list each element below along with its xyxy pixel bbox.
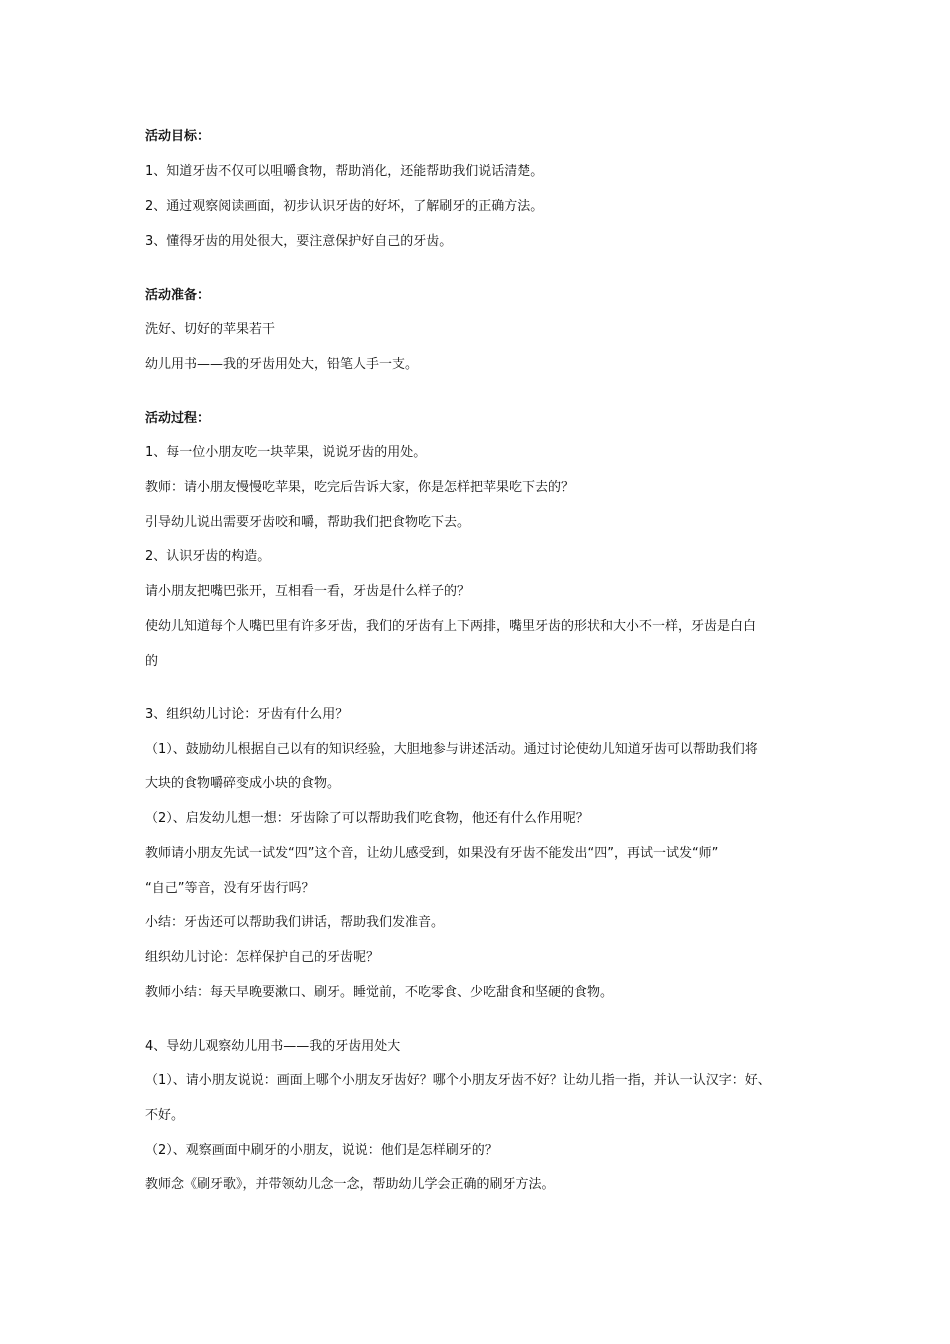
step1-text-1: 教师：请小朋友慢慢吃苹果，吃完后告诉大家，你是怎样把苹果吃下去的？ (145, 480, 575, 495)
step4-text-3: （2）、观察画面中刷牙的小朋友，说说：他们是怎样刷牙的？ (145, 1143, 498, 1158)
preparation-heading: 活动准备： (145, 288, 211, 303)
goals-heading: 活动目标： (145, 129, 211, 144)
preparation-item-2: 幼儿用书——我的牙齿用处大，铅笔人手一支。 (145, 357, 419, 372)
goal-item-1: 1、知道牙齿不仅可以咀嚼食物，帮助消化，还能帮助我们说话清楚。 (145, 164, 544, 179)
step2-text-2: 使幼儿知道每个人嘴巴里有许多牙齿，我们的牙齿有上下两排，嘴里牙齿的形状和大小不一样，牙齿是白白 (145, 619, 757, 634)
step3-text-2: 大块的食物嚼碎变成小块的食物。 (145, 776, 341, 791)
goal-item-3: 3、懂得牙齿的用处很大，要注意保护好自己的牙齿。 (145, 234, 453, 249)
step1-text-2: 引导幼儿说出需要牙齿咬和嚼，帮助我们把食物吃下去。 (145, 515, 471, 530)
step3-text-3: （2）、启发幼儿想一想：牙齿除了可以帮助我们吃食物，他还有什么作用呢？ (145, 811, 589, 826)
step3-text-6: 小结：牙齿还可以帮助我们讲话，帮助我们发准音。 (145, 915, 445, 930)
step3-text-5: “自己”等音，没有牙齿行吗？ (145, 881, 315, 896)
step2-text-3: 的 (145, 654, 159, 669)
step3-text-1: （1）、鼓励幼儿根据自己以有的知识经验，大胆地参与讲述活动。通过讨论使幼儿知道牙齿可以帮助我们将 (145, 742, 758, 757)
step2-text-1: 请小朋友把嘴巴张开，互相看一看，牙齿是什么样子的？ (145, 584, 471, 599)
step1-title: 1、每一位小朋友吃一块苹果，说说牙齿的用处。 (145, 445, 427, 460)
step4-text-1: （1）、请小朋友说说：画面上哪个小朋友牙齿好？哪个小朋友牙齿不好？让幼儿指一指，并认一认汉字：好、 (145, 1073, 771, 1088)
process-heading: 活动过程： (145, 411, 211, 426)
step3-text-8: 教师小结：每天早晚要漱口、刷牙。睡觉前，不吃零食、少吃甜食和坚硬的食物。 (145, 985, 614, 1000)
goal-item-2: 2、通过观察阅读画面，初步认识牙齿的好坏，了解刷牙的正确方法。 (145, 199, 544, 214)
preparation-item-1: 洗好、切好的苹果若干 (145, 322, 276, 337)
step4-text-2: 不好。 (145, 1108, 185, 1123)
step3-text-7: 组织幼儿讨论：怎样保护自己的牙齿呢？ (145, 950, 380, 965)
step4-text-4: 教师念《刷牙歌》，并带领幼儿念一念，帮助幼儿学会正确的刷牙方法。 (145, 1177, 555, 1192)
step4-title: 4、导幼儿观察幼儿用书——我的牙齿用处大 (145, 1039, 401, 1054)
step2-title: 2、认识牙齿的构造。 (145, 549, 271, 564)
step3-title: 3、组织幼儿讨论：牙齿有什么用？ (145, 707, 349, 722)
step3-text-4: 教师请小朋友先试一试发“四”这个音，让幼儿感受到，如果没有牙齿不能发出“四”，再试一试发“师” (145, 846, 719, 861)
